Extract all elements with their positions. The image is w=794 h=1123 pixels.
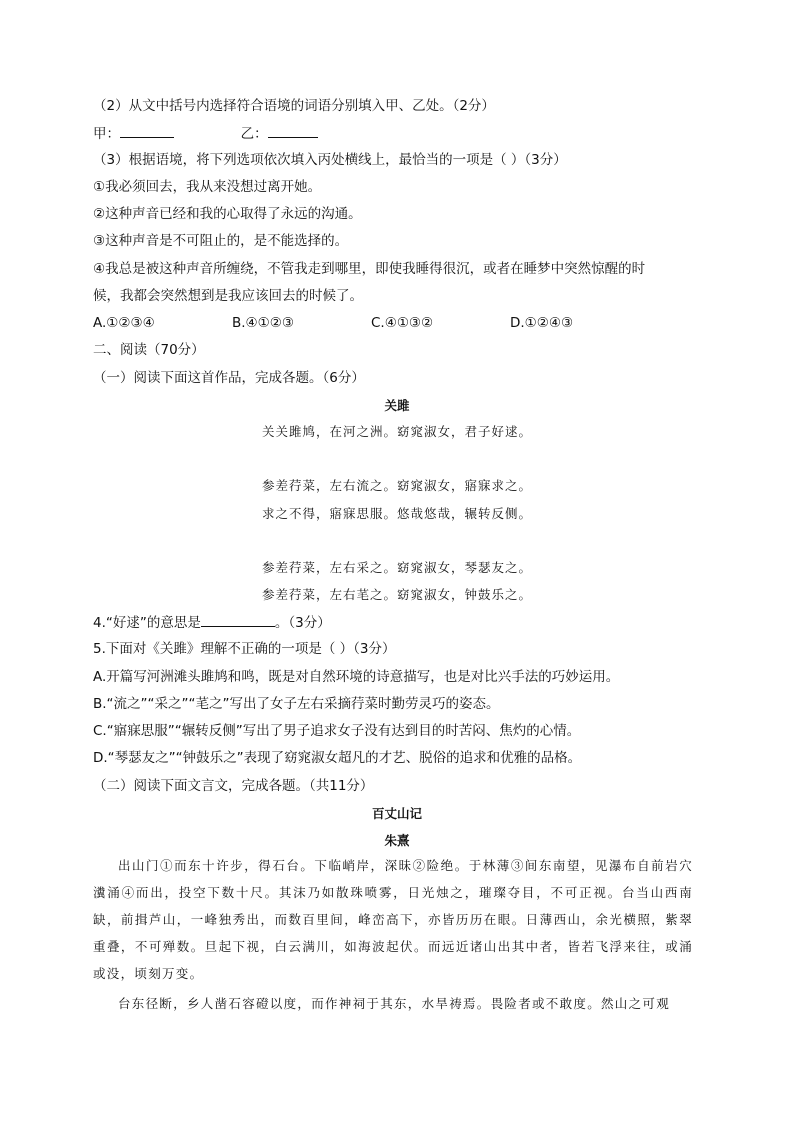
part2-heading: （二）阅读下面文言文，完成各题。（共11分） xyxy=(93,778,374,794)
q3-item-4-line1: ④我总是被这种声音所缠绕，不管我走到哪里，即使我睡得很沉，或者在睡梦中突然惊醒的时 xyxy=(93,261,646,277)
section2-heading: 二、阅读（70分） xyxy=(93,342,205,358)
q3-option-b[interactable]: B.④①②③ xyxy=(232,315,294,331)
poem-line-4: 参差荇菜，左右采之。窈窕淑女，琴瑟友之。 xyxy=(261,560,532,575)
jia-blank[interactable] xyxy=(120,123,174,138)
q5-option-a[interactable]: A.开篇写河洲滩头雎鸠和鸣，既是对自然环境的诗意描写，也是对比兴手法的巧妙运用。 xyxy=(93,669,620,685)
yi-label: 乙： xyxy=(240,126,268,142)
q5-option-c[interactable]: C.“寤寐思服”“辗转反侧”写出了男子追求女子没有达到目的时苦闷、焦灼的心情。 xyxy=(93,723,581,739)
q3-item-1: ①我必须回去，我从来没想过离开她。 xyxy=(93,179,322,195)
q4-suffix: 。（3分） xyxy=(274,615,331,631)
poem-line-2: 参差荇菜，左右流之。窈窕淑女，寤寐求之。 xyxy=(261,478,532,493)
poem-line-5: 参差荇菜，左右芼之。窈窕淑女，钟鼓乐之。 xyxy=(261,587,532,602)
passage-title: 百丈山记 xyxy=(371,806,422,821)
q4-line xyxy=(93,612,331,633)
q4-blank[interactable] xyxy=(201,612,275,627)
q3-option-c[interactable]: C.④①③② xyxy=(371,315,434,331)
q5-prompt: 5.下面对《关雎》理解不正确的一项是（ ）（3分） xyxy=(93,641,396,657)
part1-heading: （一）阅读下面这首作品，完成各题。（6分） xyxy=(93,370,365,386)
poem-line-1: 关关雎鸠，在河之洲。窈窕淑女，君子好逑。 xyxy=(261,424,532,439)
q5-option-b[interactable]: B.“流之”“采之”“芼之”写出了女子左右采摘荇菜时勤劳灵巧的姿态。 xyxy=(93,696,500,712)
q4-prefix: 4.“好逑”的意思是 xyxy=(93,615,201,631)
q3-item-2: ②这种声音已经和我的心取得了永远的沟通。 xyxy=(93,206,362,222)
q3-prompt: （3）根据语境，将下列选项依次填入丙处横线上，最恰当的一项是（ ）（3分） xyxy=(93,152,567,168)
q3-item-3: ③这种声音是不可阻止的，是不能选择的。 xyxy=(93,233,349,249)
jia-label: 甲： xyxy=(93,126,120,142)
q3-option-a[interactable]: A.①②③④ xyxy=(93,315,155,331)
passage-paragraph-2: 台东径断，乡人凿石容磴以度，而作神祠于其东，水旱祷焉。畏险者或不敢度。然山之可观 xyxy=(118,996,671,1011)
q3-option-d[interactable]: D.①②④③ xyxy=(510,315,574,331)
poem-title: 关雎 xyxy=(384,398,410,413)
q3-item-4-line2: 候，我都会突然想到是我应该回去的时候了。 xyxy=(93,288,363,304)
poem-line-3: 求之不得，寤寐思服。悠哉悠哉，辗转反侧。 xyxy=(261,506,532,521)
passage-paragraph-1: 出山门①而东十许步，得石台。下临峭岸，深昧②险绝。于林薄③间东南望，见瀑布自前岩穴瀵涌④而出，投空下数十尺。其沫乃如散珠喷雾，日光烛之，璀璨夺目，不可正视。台当山西南缺，前揖芦山，一峰独秀出，而数百里间，峰峦高下，亦皆历历在眼。日薄西山，余光横照，紫翠重叠，不可殚数。旦起下视，白云满川，如海波起伏。而远近诸山出其中者，皆若飞浮来往，或涌或没，顷刻万变。 xyxy=(93,858,693,981)
yi-blank[interactable] xyxy=(268,123,318,138)
passage-author: 朱熹 xyxy=(384,833,410,848)
q2-prompt: （2）从文中括号内选择符合语境的词语分别填入甲、乙处。（2分） xyxy=(93,98,495,114)
q2-answer-line xyxy=(93,123,318,144)
q5-option-d[interactable]: D.“琴瑟友之”“钟鼓乐之”表现了窈窕淑女超凡的才艺、脱俗的追求和优雅的品格。 xyxy=(93,750,582,766)
